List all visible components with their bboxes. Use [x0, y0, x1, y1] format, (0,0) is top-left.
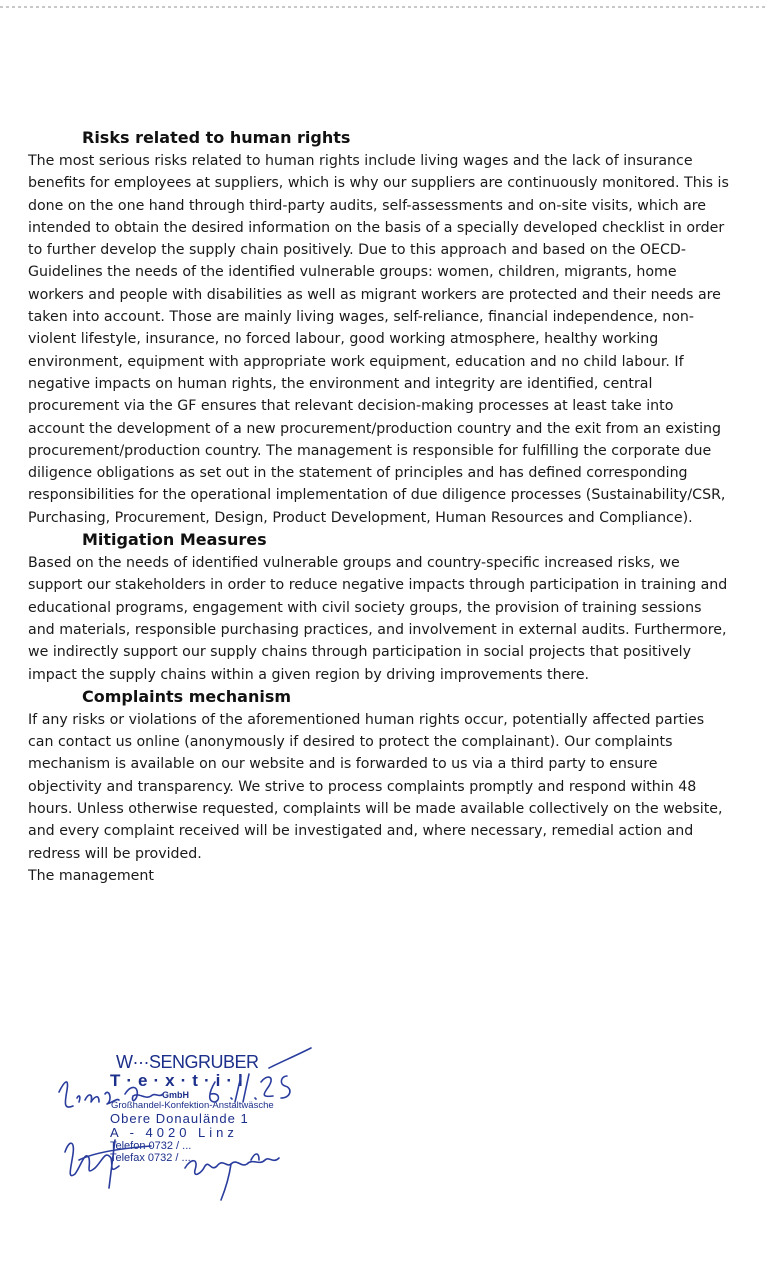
section-complaints-mechanism — [28, 686, 732, 865]
stamp-street: Obere Donaulände 1 — [110, 1111, 249, 1126]
paragraph-mitigation-measures: Based on the needs of identified vulnerable groups and country-specific increased risks, we support our stakeholders in order to reduce negative impacts through participation in training and educational programs, engagement with civil society groups, the provision of training sessions and materials, responsible purchasing practices, and involvement in external audits. Furthermore, we indirectly support our supply chains through participation in social projects that positively impact the supply chains within a given region by driving improvements there. — [28, 555, 728, 683]
stamp-and-signature — [55, 1040, 345, 1220]
handwritten-signature — [55, 1040, 345, 1220]
document-body — [28, 127, 732, 887]
stamp-company-name: W···SENGRUBER — [116, 1052, 259, 1072]
paragraph-human-rights-risks: The most serious risks related to human rights include living wages and the lack of insurance benefits for employees at suppliers, which is why our suppliers are continuously monitored. This is done on the one hand through third-party audits, self-assessments and on-site visits, which are intended to obtain the desired information on the basis of a specially developed checklist in order to further develop the supply chain positively. Due to this approach and based on the OECD-Guidelines the needs of the identified vulnerable groups: women, children, migrants, home workers and people with disabilities as well as migrant workers are protected and their needs are taken into account. Those are mainly living wages, self-reliance, financial independence, non-violent lifestyle, insurance, no forced labour, good working atmosphere, healthy working environment, equipment with appropriate work equipment, education and no child labour. If negative impacts on human rights, the environment and integrity are identified, central procurement via the GF ensures that relevant decision-making processes at least take into account the development of a new procurement/production country and the exit from an existing procurement/production country. The management is responsible for fulfilling the corporate due diligence obligations as set out in the statement of principles and has defined corresponding responsibilities for the operational implementation of due diligence processes (Sustainability/CSR, Purchasing, Procurement, Design, Product Development, Human Resources and Compliance). — [28, 153, 729, 526]
stamp-city: A - 4020 Linz — [110, 1125, 238, 1140]
stamp-trade-line: Großhandel-Konfektion-Anstaltwäsche — [111, 1100, 274, 1111]
stamp-phone: Telefon 0732 / ... — [110, 1140, 192, 1152]
heading-human-rights-risks: Risks related to human rights — [82, 128, 351, 147]
stamp-textil: T·e·x·t·i·l — [110, 1071, 249, 1090]
stamp-fax: Telefax 0732 / ... — [110, 1152, 191, 1164]
stamp-gmbh: GmbH — [162, 1090, 189, 1100]
paragraph-complaints-mechanism: If any risks or violations of the aforementioned human rights occur, potentially affected parties can contact us online (anonymously if desired to protect the complainant). Our complaints mechanism is available on our website and is forwarded to us via a third party to ensure objectivity and transparency. We strive to process complaints promptly and respond within 48 hours. Unless otherwise requested, complaints will be made available collectively on the website, and every complaint received will be investigated and, where necessary, remedial action and redress will be provided. — [28, 711, 723, 862]
heading-complaints-mechanism: Complaints mechanism — [82, 686, 292, 706]
top-border-line — [0, 6, 768, 8]
heading-mitigation-measures: Mitigation Measures — [82, 530, 267, 550]
section-mitigation-measures — [28, 529, 732, 686]
section-human-rights-risks — [28, 127, 732, 529]
signoff-the-management: The management — [28, 867, 154, 884]
